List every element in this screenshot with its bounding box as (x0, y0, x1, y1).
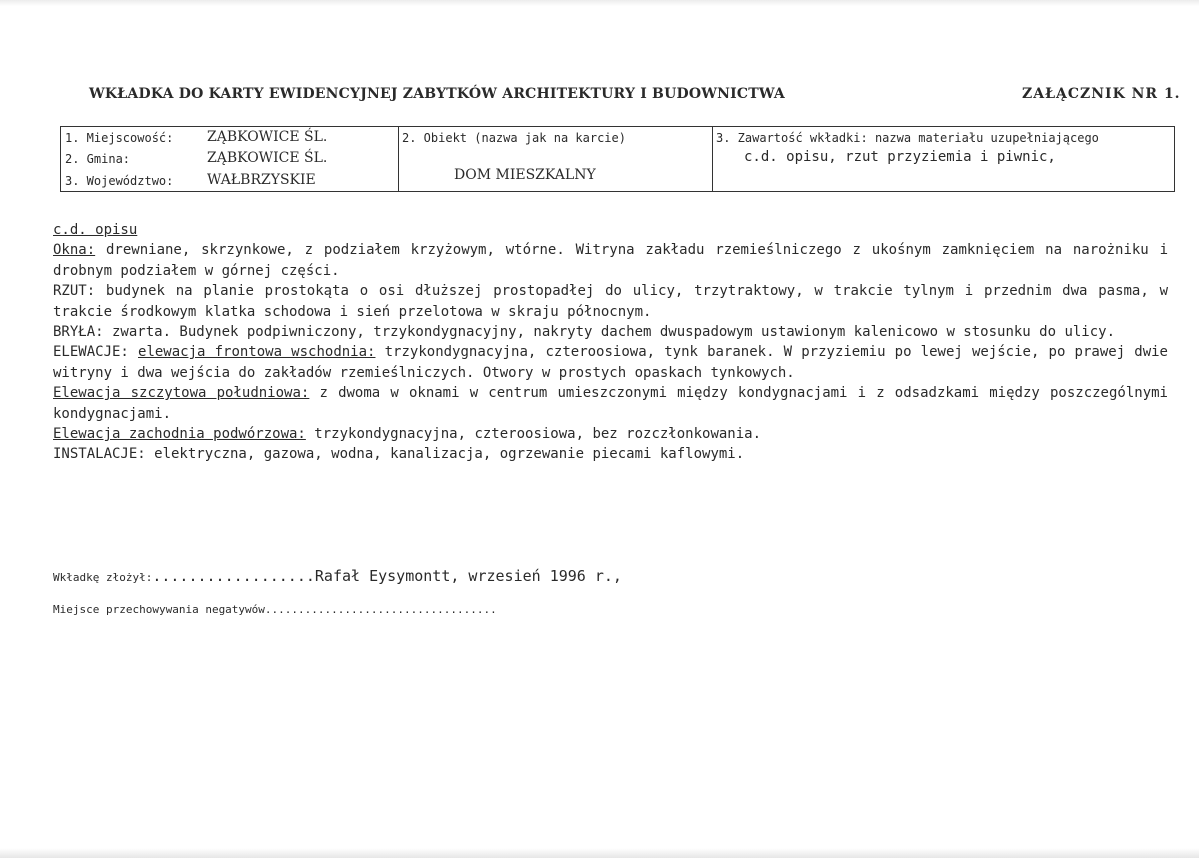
contents-value: c.d. opisu, rzut przyziemia i piwnic, (744, 149, 1056, 165)
negatives-location-line (53, 603, 497, 616)
front-elevation-text: trzykondygnacyjna, czteroosiowa, tynk baranek. W przyziemiu po lewej wejście, po prawej dwie witryny i dwa wejścia do zakładów rzemieślniczych. Otwory w prostych opaskach tynkowych. (53, 344, 1168, 381)
south-elevation-paragraph (53, 383, 1168, 424)
commune-label: 2. Gmina: (65, 152, 131, 166)
negatives-label: Miejsce przechowywania negatywów (53, 603, 265, 616)
contents-cell (712, 127, 1174, 191)
locality-value: ZĄBKOWICE ŚL. (207, 129, 328, 145)
submitted-by-line (53, 566, 622, 585)
south-elevation-text: z dwoma w oknami w centrum umieszczonymi między kondygnacjami i z odsadzkami między poszczególnymi kondygnacjami. (53, 385, 1168, 422)
contents-label: 3. Zawartość wkładki: nazwa materiału uzupełniającego (716, 131, 1099, 145)
object-value: DOM MIESZKALNY (454, 167, 596, 183)
submitted-label: Wkładkę złożył: (53, 571, 153, 584)
page-edge-top (0, 0, 1199, 6)
elevations-prefix: ELEWACJE: (53, 344, 139, 361)
mass-paragraph: BRYŁA: zwarta. Budynek podpiwniczony, trzykondygnacyjny, nakryty dachem dwuspadowym ustawionym kalenicowo w stosunku do ulicy. (53, 324, 1116, 341)
windows-label: Okna: (53, 242, 96, 259)
negatives-dots: ................................... (264, 603, 497, 616)
object-cell (398, 127, 713, 191)
page-edge-bottom (0, 848, 1199, 858)
info-table (60, 126, 1175, 192)
object-label: 2. Obiekt (nazwa jak na karcie) (402, 131, 626, 145)
west-elevation-paragraph (53, 424, 1168, 444)
locality-row (65, 129, 328, 145)
voivodeship-row (65, 172, 316, 188)
document-title: WKŁADKA DO KARTY EWIDENCYJNEJ ZABYTKÓW ARCHITEKTURY I BUDOWNICTWA (89, 86, 785, 102)
submitted-value: Rafał Eysymontt, wrzesień 1996 r., (314, 567, 622, 585)
location-cell (61, 127, 399, 191)
commune-row (65, 150, 328, 166)
commune-value: ZĄBKOWICE ŚL. (207, 150, 328, 166)
voivodeship-label: 3. Województwo: (65, 174, 174, 188)
installations-paragraph: INSTALACJE: elektryczna, gazowa, wodna, kanalizacja, ogrzewanie piecami kaflowymi. (53, 446, 745, 463)
annex-number: ZAŁĄCZNIK NR 1. (1022, 86, 1181, 102)
front-elevation-label: elewacja frontowa wschodnia: (138, 344, 376, 361)
windows-text: drewniane, skrzynkowe, z podziałem krzyżowym, wtórne. Witryna zakładu rzemieślniczego z ukośnym zamknięciem na narożniku i drobnym podziałem w górnej części. (53, 242, 1168, 279)
windows-paragraph (53, 240, 1168, 281)
front-elevation-paragraph (53, 342, 1168, 383)
voivodeship-value: WAŁBRZYSKIE (207, 172, 316, 188)
locality-label: 1. Miejscowość: (65, 131, 174, 145)
plan-paragraph: RZUT: budynek na planie prostokąta o osi dłuższej prostopadłej do ulicy, trzytraktowy, w trakcie tylnym i przednim dwa pasma, w trakcie środkowym klatka schodowa i sień przelotowa w skraju północnym. (53, 283, 1168, 320)
west-elevation-text: trzykondygnacyjna, czteroosiowa, bez rozczłonkowania. (305, 426, 762, 443)
submitted-dots: .................. (152, 567, 315, 585)
section-heading: c.d. opisu (53, 222, 138, 238)
south-elevation-label: Elewacja szczytowa południowa: (53, 385, 310, 402)
west-elevation-label: Elewacja zachodnia podwórzowa: (53, 426, 306, 443)
description-body (53, 220, 1168, 465)
